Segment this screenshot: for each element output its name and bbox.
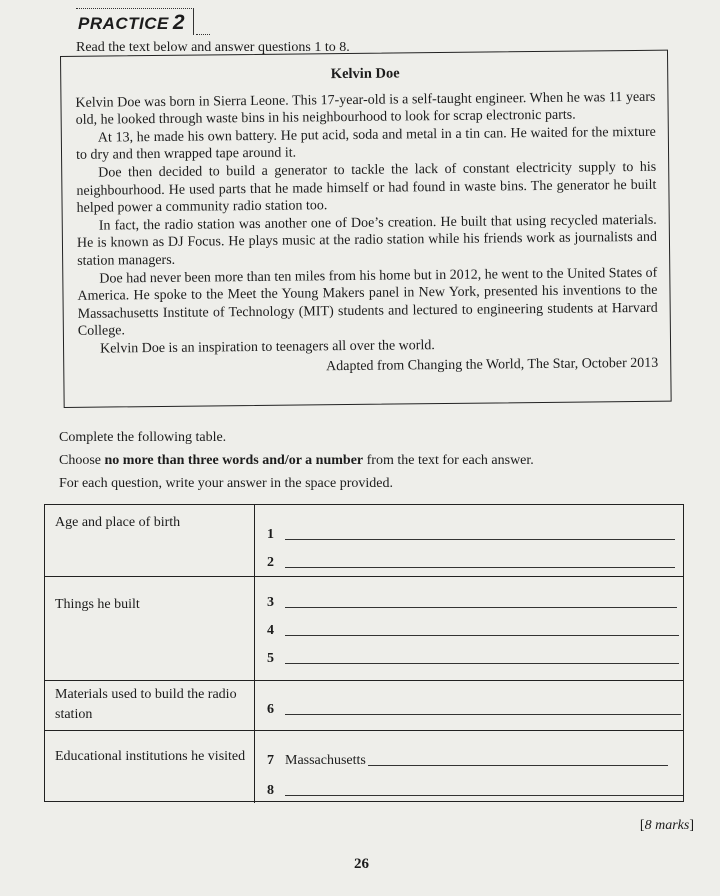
row-label: Materials used to build the radio station: [45, 681, 255, 730]
table-row: [45, 577, 683, 681]
row-label: Age and place of birth: [45, 505, 255, 576]
answer-line-2[interactable]: [267, 551, 675, 571]
passage-paragraph: Doe then decided to build a generator to tackle the lack of constant electricity supply to his neighbourhood. He used parts that he made himself or had found in waste bins. The generator he built helped power a community radio station too.: [76, 159, 657, 216]
answer-blank[interactable]: [285, 793, 683, 796]
task-instruction-3: For each question, write your answer in the space provided.: [59, 476, 393, 491]
task-instruction-2-bold: no more than three words and/or a number: [104, 453, 364, 468]
answer-line-6[interactable]: [267, 698, 681, 718]
question-number: 5: [267, 651, 274, 666]
answer-blank[interactable]: [285, 712, 681, 715]
task-instruction-2-post: from the text for each answer.: [363, 453, 534, 468]
marks-value: 8 marks: [644, 818, 690, 833]
answer-line-5[interactable]: [267, 647, 679, 667]
question-number: 8: [267, 783, 274, 798]
practice-heading: [76, 8, 210, 35]
answer-blank[interactable]: [368, 763, 668, 766]
table-row: [45, 731, 683, 803]
passage-paragraph: In fact, the radio station was another one of Doe’s creation. He built that using recycled materials. He is known as DJ Focus. He plays music at the radio station while his friends work as journalists and station managers.: [76, 212, 658, 269]
practice-number: 2: [172, 11, 186, 34]
heading-dotted-tail: [196, 22, 210, 35]
answer-blank[interactable]: [285, 565, 675, 568]
row-label: Educational institutions he visited: [45, 731, 255, 803]
task-instruction-2: [59, 453, 534, 469]
passage-title: Kelvin Doe: [330, 65, 400, 83]
passage-paragraph: Kelvin Doe is an inspiration to teenagers all over the world.: [99, 337, 435, 357]
answer-blank[interactable]: [285, 661, 679, 664]
page-number: 26: [354, 856, 369, 872]
passage-paragraph: At 13, he made his own battery. He put acid, soda and metal in a tin can. He waited for the mixture to dry and then wrapped tape around it.: [75, 124, 656, 164]
row-label: Things he built: [45, 577, 255, 680]
answer-prefix: Massachusetts: [285, 753, 366, 768]
question-number: 7: [267, 753, 274, 768]
question-number: 6: [267, 702, 274, 717]
marks-open: [: [639, 818, 645, 833]
table-row: [45, 681, 683, 731]
marks-close: ]: [689, 818, 694, 833]
practice-word: PRACTICE: [78, 14, 169, 33]
question-number: 4: [267, 623, 274, 638]
table-row: [45, 505, 683, 577]
question-number: 1: [267, 527, 274, 542]
answer-line-1[interactable]: [267, 523, 675, 543]
total-marks: [640, 818, 694, 834]
answer-line-3[interactable]: [267, 591, 677, 611]
practice-label: [76, 8, 194, 35]
passage-paragraph: Doe had never been more than ten miles from his home but in 2012, he went to the United States of America. He spoke to the Meet the Young Makers panel in New York, presented his inventions to the Massachusetts Institute of Technology (MIT) students and lectured to engineering students at Harvard College.: [77, 265, 658, 340]
answer-line-7[interactable]: [267, 749, 668, 769]
answer-table: [44, 504, 684, 802]
answer-blank[interactable]: [285, 537, 675, 540]
question-number: 3: [267, 595, 274, 610]
task-instruction-1: Complete the following table.: [59, 430, 227, 445]
reading-instruction: Read the text below and answer questions 1 to 8.: [76, 40, 350, 55]
answer-blank[interactable]: [285, 605, 677, 608]
task-instruction-2-pre: Choose: [59, 453, 105, 468]
question-number: 2: [267, 555, 274, 570]
passage-source: Adapted from Changing the World, The Star, October 2013: [326, 355, 659, 374]
answer-line-8[interactable]: [267, 779, 683, 799]
answer-blank[interactable]: [285, 633, 679, 636]
passage-box: [60, 50, 672, 408]
passage-paragraph: Kelvin Doe was born in Sierra Leone. This 17-year-old is a self-taught engineer. When he was 11 years old, he looked through waste bins in his neighbourhood to look for scrap electronic parts.: [75, 89, 656, 129]
answer-line-4[interactable]: [267, 619, 679, 639]
